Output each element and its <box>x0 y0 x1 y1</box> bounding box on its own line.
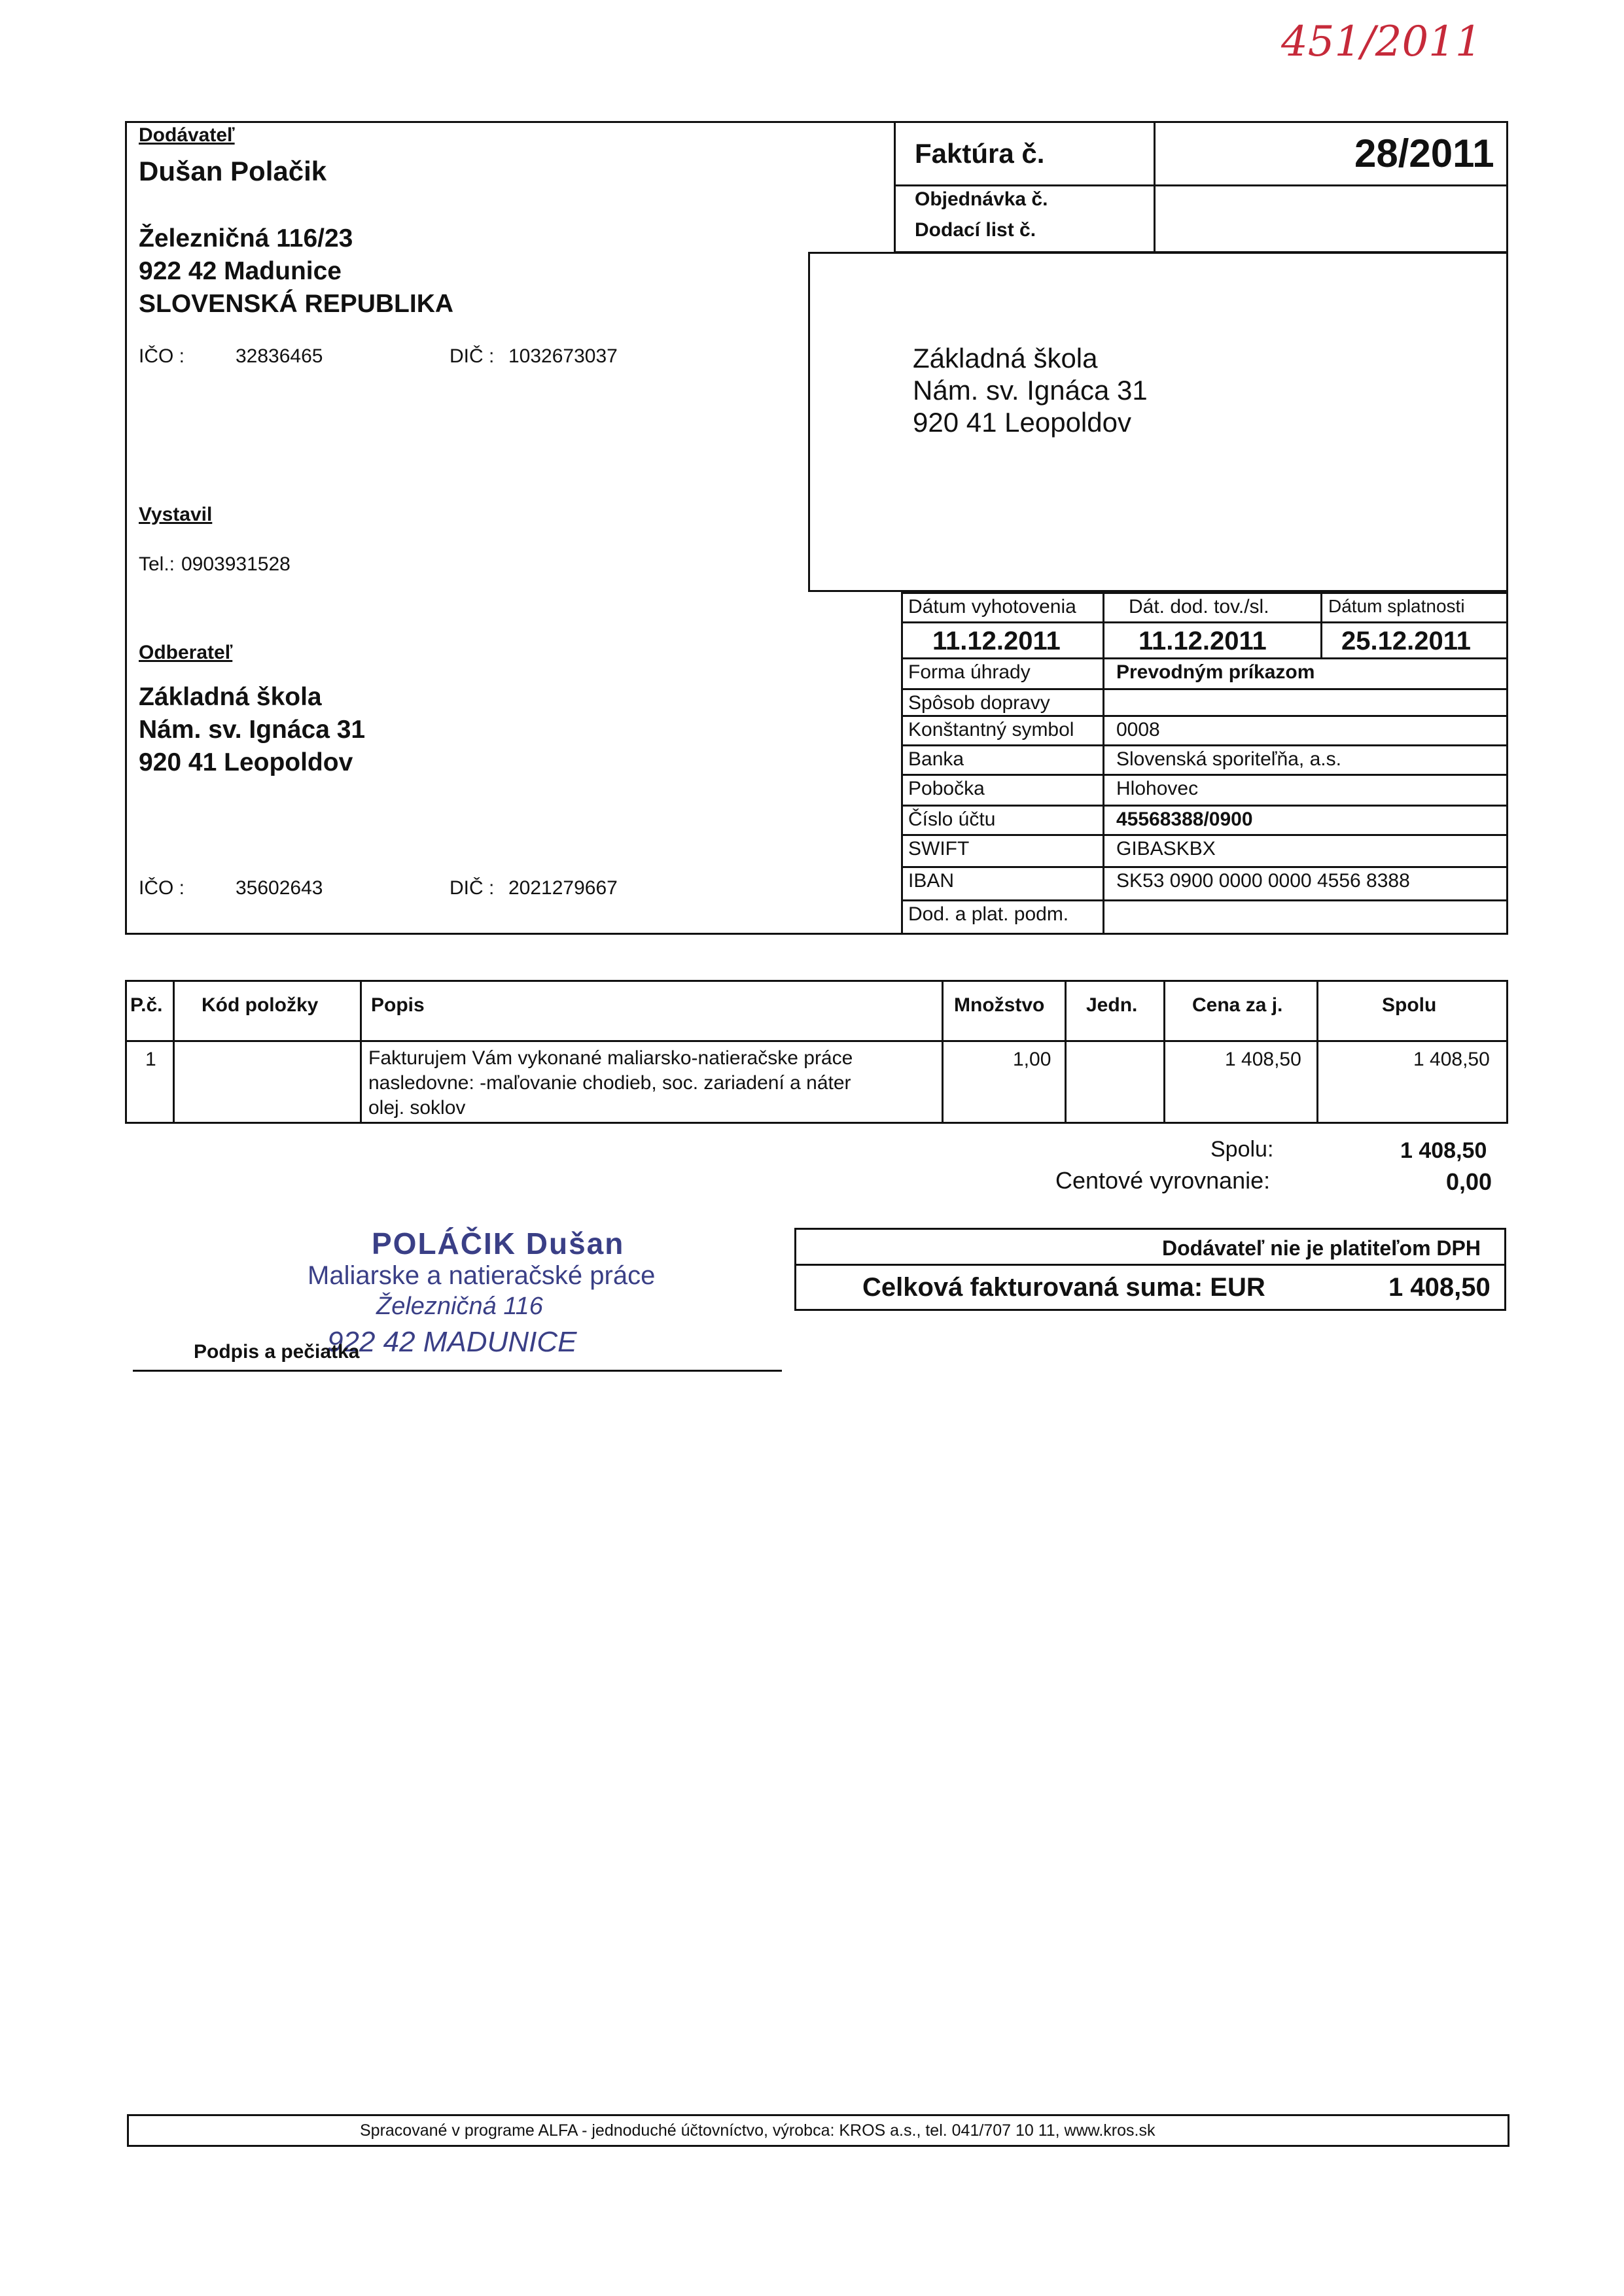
buyer-dic-label: DIČ : <box>450 877 495 899</box>
payment-row-label: Pobočka <box>908 778 985 799</box>
col-header-qty: Množstvo <box>954 994 1045 1016</box>
col-header-total: Spolu <box>1382 994 1437 1016</box>
due-date-label: Dátum splatnosti <box>1328 596 1465 616</box>
tel-number: 0903931528 <box>181 553 291 575</box>
stamp-line: POLÁČIK Dušan <box>372 1226 625 1261</box>
issue-date: 11.12.2011 <box>932 627 1061 655</box>
vat-note: Dodávateľ nie je platiteľom DPH <box>1162 1236 1481 1260</box>
buyer-dic: 2021279667 <box>508 877 618 899</box>
grand-total-value: 1 408,50 <box>1388 1273 1491 1302</box>
stamp-line: 922 42 MADUNICE <box>327 1326 577 1358</box>
payment-row-label: Číslo účtu <box>908 809 996 830</box>
payment-row-label: SWIFT <box>908 838 970 860</box>
signature-label: Podpis a pečiatka <box>194 1341 360 1363</box>
stamp-line: Maliarske a natieračské práce <box>308 1261 656 1290</box>
sum-value: 1 408,50 <box>1400 1138 1487 1163</box>
order-label: Objednávka č. <box>915 188 1048 210</box>
item-price: 1 408,50 <box>1225 1049 1301 1070</box>
buyer-ico: 35602643 <box>236 877 323 899</box>
payment-row-value: Prevodným príkazom <box>1116 661 1315 683</box>
stamp-line: Železničná 116 <box>376 1293 543 1320</box>
rounding-value: 0,00 <box>1446 1168 1492 1195</box>
buyer-ico-label: IČO : <box>139 877 185 899</box>
payment-row-label: Konštantný symbol <box>908 719 1074 740</box>
item-total: 1 408,50 <box>1413 1049 1490 1070</box>
payment-row-value: SK53 0900 0000 0000 4556 8388 <box>1116 870 1410 892</box>
payment-row-label: Dod. a plat. podm. <box>908 903 1069 925</box>
delivery-note-label: Dodací list č. <box>915 219 1036 241</box>
signature-line <box>133 1370 782 1372</box>
grand-total-label: Celková fakturovaná suma: EUR <box>862 1273 1265 1302</box>
payment-row-label: IBAN <box>908 870 955 892</box>
tel-label: Tel.: <box>139 553 175 575</box>
buyer-street: Nám. sv. Ignáca 31 <box>139 716 366 744</box>
col-header-no: P.č. <box>130 994 163 1016</box>
issue-date-label: Dátum vyhotovenia <box>908 596 1076 617</box>
item-desc-line: nasledovne: -maľovanie chodieb, soc. zariadení a náter <box>368 1072 851 1094</box>
address-line-2: Nám. sv. Ignáca 31 <box>913 375 1148 406</box>
sum-label: Spolu: <box>1210 1137 1274 1162</box>
item-desc-line: olej. soklov <box>368 1097 466 1119</box>
delivery-date: 11.12.2011 <box>1139 627 1267 655</box>
payment-row-label: Banka <box>908 748 964 770</box>
address-line-3: 920 41 Leopoldov <box>913 407 1131 438</box>
supplier-city: 922 42 Madunice <box>139 257 342 285</box>
invoice-number: 28/2011 <box>1354 131 1494 175</box>
col-header-desc: Popis <box>371 994 425 1016</box>
footer-text: Spracované v programe ALFA - jednoduché účtovníctvo, výrobca: KROS a.s., tel. 041/707 10 11, www.kros.sk <box>360 2121 1156 2140</box>
supplier-street: Železničná 116/23 <box>139 224 353 252</box>
supplier-ico-label: IČO : <box>139 345 185 367</box>
buyer-city: 920 41 Leopoldov <box>139 748 353 776</box>
payment-row-label: Spôsob dopravy <box>908 692 1050 714</box>
issued-by-heading: Vystavil <box>139 504 213 525</box>
item-no: 1 <box>145 1049 156 1070</box>
handwritten-invoice-number: 451/2011 <box>1281 18 1482 66</box>
payment-row-value: 0008 <box>1116 719 1160 740</box>
address-line-1: Základná škola <box>913 343 1098 374</box>
payment-row-value: 45568388/0900 <box>1116 809 1253 830</box>
payment-row-value: Slovenská sporiteľňa, a.s. <box>1116 748 1341 770</box>
col-header-code: Kód položky <box>202 994 319 1016</box>
delivery-date-label: Dát. dod. tov./sl. <box>1129 596 1269 617</box>
supplier-ico: 32836465 <box>236 345 323 367</box>
payment-row-value: GIBASKBX <box>1116 838 1216 860</box>
col-header-price: Cena za j. <box>1192 994 1283 1016</box>
item-desc-line: Fakturujem Vám vykonané maliarsko-natieračske práce <box>368 1047 853 1069</box>
supplier-country: SLOVENSKÁ REPUBLIKA <box>139 290 454 318</box>
col-header-unit: Jedn. <box>1086 994 1138 1016</box>
invoice-label: Faktúra č. <box>915 138 1045 169</box>
supplier-dic: 1032673037 <box>508 345 618 367</box>
supplier-heading: Dodávateľ <box>139 124 235 146</box>
item-qty: 1,00 <box>1013 1049 1051 1070</box>
payment-row-value: Hlohovec <box>1116 778 1199 799</box>
supplier-dic-label: DIČ : <box>450 345 495 367</box>
due-date: 25.12.2011 <box>1341 627 1471 655</box>
supplier-name: Dušan Polačik <box>139 156 327 186</box>
payment-row-label: Forma úhrady <box>908 661 1031 683</box>
buyer-heading: Odberateľ <box>139 642 233 663</box>
buyer-name: Základná škola <box>139 683 322 711</box>
rounding-label: Centové vyrovnanie: <box>1055 1167 1271 1194</box>
